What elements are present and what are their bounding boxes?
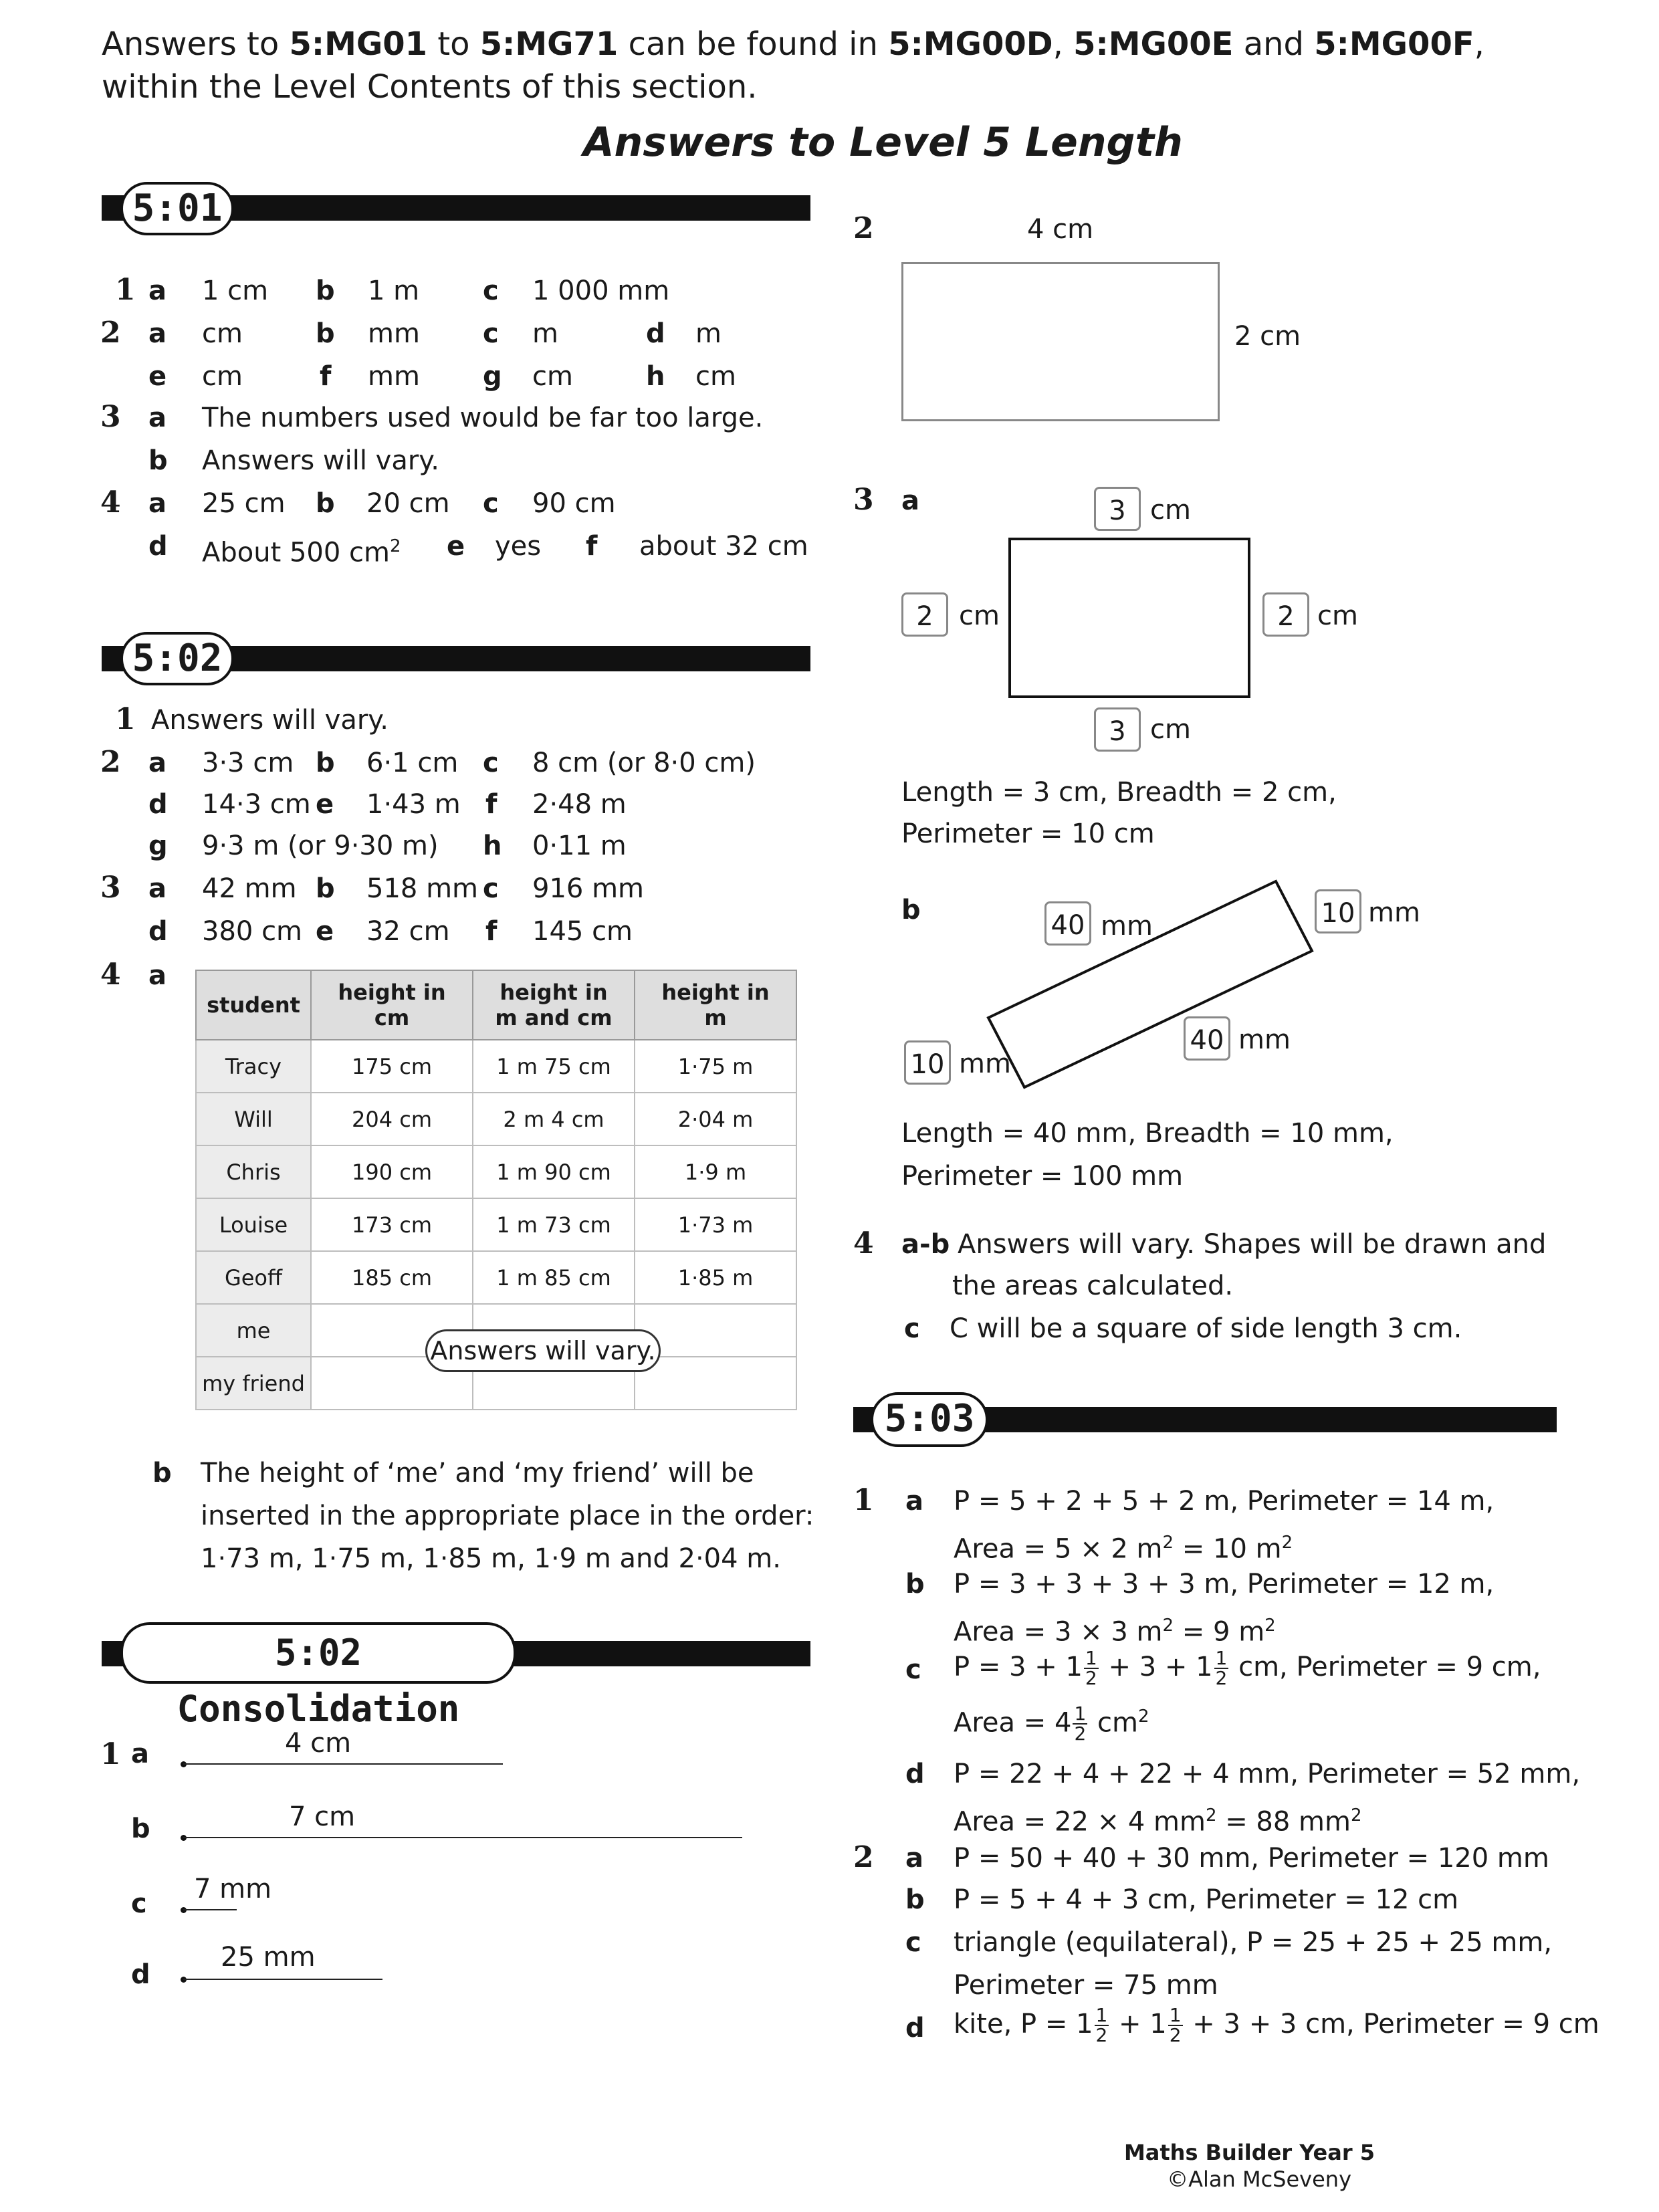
rect-side-label: 2 cm [1234, 321, 1301, 352]
measure-line-d [183, 1979, 382, 1980]
answer-text: Area = 22 × 4 $mm^2 = 88$ $mm^2$ [954, 1805, 1362, 1838]
table-cell: 1·85 m [635, 1251, 796, 1304]
footer-book-title: Maths Builder Year 5 [1123, 2140, 1375, 2165]
q-letter: h [483, 831, 502, 861]
table-row [196, 1198, 796, 1251]
q-letter: a [148, 318, 167, 349]
answer-text: 380 cm [202, 916, 303, 947]
q-letter: b [148, 445, 168, 476]
answer-text: Length = 40 mm, Breadth = 10 mm, [901, 1118, 1394, 1149]
q-letter: b [316, 275, 335, 306]
rectangle-shape [1008, 538, 1250, 698]
unit-label: mm [1101, 911, 1153, 942]
q-number: 1 [853, 1483, 874, 1517]
q-letter: a [148, 403, 167, 433]
line-length-label: 7 mm [194, 1874, 272, 1904]
fraction: $\frac{1}{2}$ [1215, 1647, 1228, 1689]
q-letter: c [483, 873, 499, 904]
q-number: 3 [100, 400, 121, 434]
answer-text: Perimeter = 75 mm [954, 1970, 1218, 2001]
table-cell: 1·9 m [635, 1145, 796, 1198]
table-cell: 2·04 m [635, 1093, 796, 1145]
q-letter: c [131, 1888, 147, 1919]
q-letter: a [901, 485, 919, 516]
q-letter: b [152, 1458, 172, 1488]
answer-text: Answers will vary. [202, 445, 439, 476]
answer-text: 0·11 m [532, 831, 627, 861]
answer-box: 40 [1044, 901, 1091, 946]
q-number: 2 [100, 316, 121, 350]
rect-top-label: 4 cm [1027, 214, 1094, 245]
answer-text: The numbers used would be far too large. [202, 403, 764, 433]
table-header: height in m [635, 970, 796, 1040]
q-letter: c [904, 1313, 920, 1344]
unit-label: cm [959, 600, 1000, 631]
q-letter: b [316, 318, 335, 349]
answer-text: cm [695, 361, 736, 392]
answer-text: 25 cm [202, 488, 286, 519]
table-header: height in m and cm [473, 970, 635, 1040]
q-number: 4 [853, 1226, 874, 1260]
answer-text: 90 cm [532, 488, 616, 519]
table-cell: 175 cm [311, 1040, 473, 1093]
answer-text: Perimeter = 10 cm [901, 818, 1155, 849]
q-letter: g [483, 361, 502, 392]
measure-line-a [183, 1763, 503, 1765]
answer-text: P = 5 + 4 + 3 cm, Perimeter = 12 cm [954, 1884, 1459, 1915]
answer-box: 10 [904, 1040, 951, 1085]
table-row [196, 1093, 796, 1145]
answer-text: 9·3 m (or 9·30 m) [202, 831, 439, 861]
answer-text: 916 mm [532, 873, 644, 904]
q-number: 2 [853, 211, 874, 245]
answer-box: 3 [1094, 487, 1141, 531]
q-letter: b [905, 1884, 925, 1915]
line-length-label: 7 cm [289, 1801, 356, 1832]
table-cell: Geoff [196, 1251, 311, 1304]
q-letter: a [148, 748, 167, 778]
q-letter: f [485, 916, 497, 947]
q-letter: d [905, 1759, 925, 1789]
unit-label: cm [1317, 600, 1358, 631]
answer-text: cm [532, 361, 573, 392]
answer-box: 2 [1262, 592, 1309, 637]
answer-text: kite, P = 1 $\frac{1}{2}$ + 1 $\frac{1}{2}$ + 3 + 3 cm, Perimeter = 9 cm [954, 2004, 1599, 2046]
answer-text: 145 cm [532, 916, 633, 947]
table-cell: 204 cm [311, 1093, 473, 1145]
table-cell: 1·75 m [635, 1040, 796, 1093]
answer-text: P = 3 + 1 $\frac{1}{2}$ + 3 + 1 $\frac{1}{2}$ cm, Perimeter = 9 cm, [954, 1647, 1541, 1689]
answer-text: 1 000 mm [532, 275, 670, 306]
answer-text: Area = 3 × 3 $m^2 = 9$ $m^2$ [954, 1616, 1276, 1648]
q-letter: a [148, 960, 167, 991]
q-number: 4 [100, 958, 121, 992]
q-number: 2 [100, 745, 121, 779]
answer-text: 1 m [368, 275, 420, 306]
table-row [196, 1145, 796, 1198]
section-header-502-consolidation: 5:02 Consolidation [120, 1622, 516, 1684]
q-letter: b [316, 748, 335, 778]
answer-text: About 500 $cm^2$ [202, 536, 401, 568]
answer-text: triangle (equilateral), P = 25 + 25 + 25 mm, [954, 1927, 1553, 1958]
footer-copyright: ©Alan McSeveny [1167, 2167, 1351, 2192]
answer-text: Answers will vary. [151, 705, 389, 736]
intro-text: Answers to 5:MG01 to 5:MG71 can be found in 5:MG00D, 5:MG00E and 5:MG00F, within the Level Contents of this section. [102, 25, 1484, 106]
answer-box: 3 [1094, 707, 1141, 752]
q-letter: b [131, 1813, 150, 1844]
answer-text: Area = 4 $\frac{1}{2}$ $cm^2$ [954, 1702, 1149, 1745]
table-cell: me [196, 1304, 311, 1357]
unit-label: mm [1368, 897, 1420, 928]
q-number: 1 [100, 1737, 121, 1771]
answer-box: 10 [1315, 889, 1361, 933]
q-letter: e [316, 789, 334, 820]
answer-text: 42 mm [202, 873, 297, 904]
q-letter: b [316, 488, 335, 519]
q-letter: f [586, 531, 598, 562]
q-number: 1 [115, 702, 136, 736]
answer-text: m [695, 318, 722, 349]
rectangle-shape [901, 262, 1220, 421]
answer-box: 40 [1184, 1016, 1230, 1061]
q-letter: g [148, 831, 168, 861]
q-letter: b [316, 873, 335, 904]
answer-text: Perimeter = 100 mm [901, 1161, 1184, 1192]
answers-vary-note: Answers will vary. [425, 1329, 661, 1372]
table-cell: Louise [196, 1198, 311, 1251]
q-letter: c [483, 488, 499, 519]
table-cell: Chris [196, 1145, 311, 1198]
line-length-label: 25 mm [221, 1942, 316, 1973]
section-header-501: 5:01 [120, 182, 234, 235]
q-number: 2 [853, 1840, 874, 1874]
table-cell [635, 1357, 796, 1410]
q-letter: c [483, 318, 499, 349]
fraction: $\frac{1}{2}$ [1095, 2004, 1108, 2046]
unit-label: cm [1150, 714, 1191, 745]
q-letter: d [148, 531, 168, 562]
q-letter: a [148, 873, 167, 904]
table-cell: 1 m 90 cm [473, 1145, 635, 1198]
answer-text: 3·3 cm [202, 748, 294, 778]
table-row [196, 1251, 796, 1304]
answer-text: 14·3 cm [202, 789, 311, 820]
q-letter: c [905, 1927, 921, 1958]
table-cell: 2 m 4 cm [473, 1093, 635, 1145]
table-row [196, 1040, 796, 1093]
section-header-502: 5:02 [120, 632, 234, 685]
q-number: 3 [853, 483, 874, 517]
answer-text: cm [202, 361, 243, 392]
q-letter: c [483, 748, 499, 778]
answer-text: 6·1 cm [366, 748, 459, 778]
fraction: $\frac{1}{2}$ [1169, 2004, 1182, 2046]
answer-text: m [532, 318, 558, 349]
unit-label: mm [959, 1048, 1011, 1079]
answer-text: the areas calculated. [952, 1270, 1234, 1301]
answer-text: 1·73 m, 1·75 m, 1·85 m, 1·9 m and 2·04 m. [201, 1543, 781, 1574]
q-letter: e [148, 361, 167, 392]
q-letter: a-b [901, 1229, 950, 1260]
answer-text: 1·43 m [366, 789, 461, 820]
answer-text: cm [202, 318, 243, 349]
table-cell: Will [196, 1093, 311, 1145]
q-number: 4 [100, 485, 121, 520]
q-number: 3 [100, 871, 121, 905]
table-cell: 190 cm [311, 1145, 473, 1198]
q-letter: e [316, 916, 334, 947]
rotated-rectangle-shape [976, 869, 1337, 1097]
q-letter: b [901, 895, 921, 925]
fraction: $\frac{1}{2}$ [1085, 1647, 1097, 1689]
q-letter: c [905, 1654, 921, 1685]
answer-text: Length = 3 cm, Breadth = 2 cm, [901, 777, 1337, 808]
answer-text: P = 22 + 4 + 22 + 4 mm, Perimeter = 52 mm, [954, 1759, 1581, 1789]
answer-text: Area = 5 × 2 $m^2 = 10$ $m^2$ [954, 1533, 1293, 1565]
q-letter: d [148, 789, 168, 820]
q-letter: d [905, 2013, 925, 2043]
table-header: height in cm [311, 970, 473, 1040]
q-letter: a [905, 1486, 923, 1517]
q-letter: b [905, 1569, 925, 1599]
table-cell: Tracy [196, 1040, 311, 1093]
measure-line-b [183, 1837, 742, 1838]
section-header-503: 5:03 [871, 1392, 988, 1447]
answer-text: about 32 cm [639, 531, 808, 562]
answer-text: P = 50 + 40 + 30 mm, Perimeter = 120 mm [954, 1843, 1549, 1874]
q-letter: a [148, 488, 167, 519]
answer-text: mm [368, 361, 420, 392]
answer-text: P = 3 + 3 + 3 + 3 m, Perimeter = 12 m, [954, 1569, 1495, 1599]
q-number: 1 [115, 273, 136, 307]
answer-text: P = 5 + 2 + 5 + 2 m, Perimeter = 14 m, [954, 1486, 1495, 1517]
line-length-label: 4 cm [285, 1728, 352, 1759]
table-cell: 1 m 73 cm [473, 1198, 635, 1251]
fraction: $\frac{1}{2}$ [1074, 1702, 1087, 1745]
unit-label: cm [1150, 495, 1191, 526]
unit-label: mm [1238, 1024, 1291, 1055]
q-letter: d [131, 1959, 150, 1990]
answer-text: 20 cm [366, 488, 450, 519]
answer-text: 2·48 m [532, 789, 627, 820]
measure-line-c [183, 1909, 237, 1910]
q-letter: c [483, 275, 499, 306]
q-letter: a [148, 275, 167, 306]
table-cell: 185 cm [311, 1251, 473, 1304]
q-letter: d [646, 318, 665, 349]
answer-text: The height of ‘me’ and ‘my friend’ will be [201, 1458, 754, 1488]
q-letter: a [131, 1739, 149, 1769]
answer-text: yes [495, 531, 542, 562]
q-letter: e [447, 531, 465, 562]
table-header: student [196, 970, 311, 1040]
answer-text: 1 cm [202, 275, 269, 306]
table-cell: my friend [196, 1357, 311, 1410]
page-title: Answers to Level 5 Length [583, 119, 1183, 166]
answer-text: 32 cm [366, 916, 450, 947]
answer-text: Answers will vary. Shapes will be drawn and [958, 1229, 1547, 1260]
table-cell: 173 cm [311, 1198, 473, 1251]
answer-text: mm [368, 318, 420, 349]
q-letter: f [320, 361, 332, 392]
table-cell: 1 m 85 cm [473, 1251, 635, 1304]
answer-box: 2 [901, 592, 948, 637]
q-letter: h [646, 361, 665, 392]
table-cell: 1·73 m [635, 1198, 796, 1251]
q-letter: f [485, 789, 497, 820]
q-letter: a [905, 1843, 923, 1874]
answer-text: inserted in the appropriate place in the order: [201, 1501, 814, 1531]
answer-text: 8 cm (or 8·0 cm) [532, 748, 756, 778]
answer-text: C will be a square of side length 3 cm. [950, 1313, 1462, 1344]
q-letter: d [148, 916, 168, 947]
answer-text: 518 mm [366, 873, 478, 904]
table-cell: 1 m 75 cm [473, 1040, 635, 1093]
